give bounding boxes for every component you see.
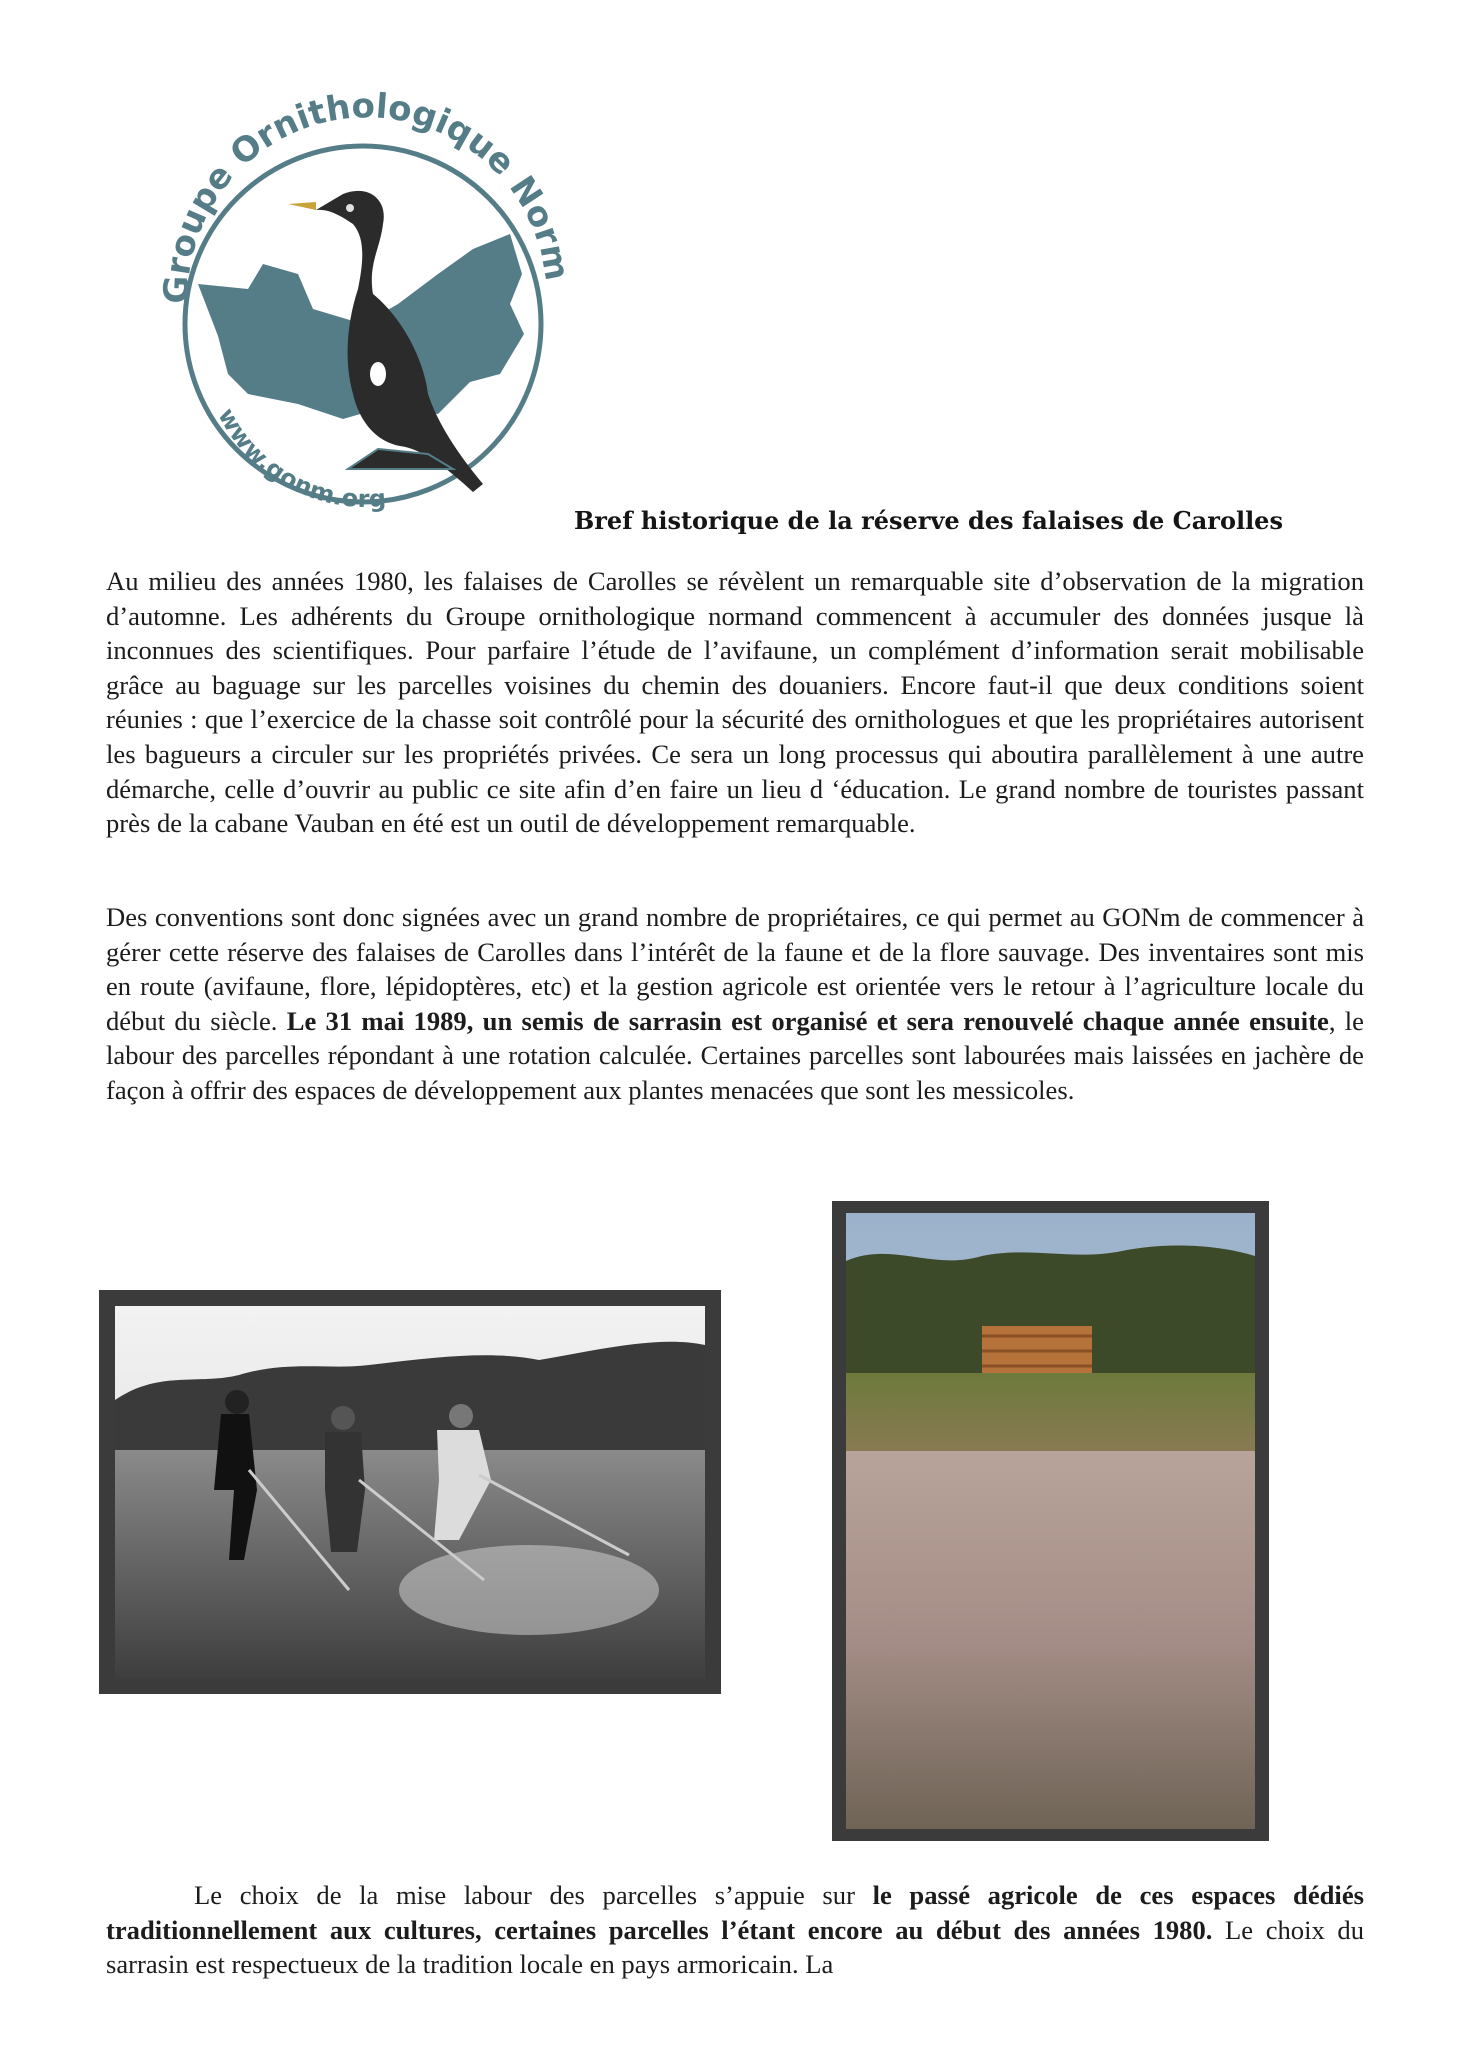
gonm-logo	[138, 74, 578, 514]
paragraph-conventions-start: Des conventions sont donc signées avec un grand nombre de propriétaires, ce qui permet au GONm de commencer à gérer cette réserve des falaises de Carolles dans l’intérêt de la faune et de la flore sauvage. Des inventaires sont mis en route (avifaune, flore, lépidoptères, etc) et la gestion agricole est orientée vers le retour à l’agriculture locale du début du siècle.	[106, 902, 1364, 1036]
logo-website-text: www.gonm.org	[212, 403, 387, 514]
paragraph-labour-start: Le choix de la mise labour des parcelles s’appuie sur	[194, 1880, 873, 1910]
paragraph-intro: Au milieu des années 1980, les falaises de Carolles se révèlent un remarquable site d’observation de la migration d’automne. Les adhérents du Groupe ornithologique normand commencent à accumuler des données jusque là inconnues des scientifiques. Pour parfaire l’étude de l’avifaune, un complément d’information serait mobilisable grâce au baguage sur les parcelles voisines du chemin des douaniers. Encore faut-il que deux conditions soient réunies : que l’exercice de la chasse soit contrôlé pour la sécurité des ornithologues et que les propriétaires autorisent les bagueurs a circuler sur les propriétés privées. Ce sera un long processus qui aboutira parallèlement à une autre démarche, celle d’ouvrir au public ce site afin d’en faire un lieu d ‘éducation. Le grand nombre de touristes passant près de la cabane Vauban en été est un outil de développement remarquable.	[106, 566, 1364, 839]
photo-field-work	[99, 1290, 721, 1694]
svg-text:www.gonm.org	[212, 403, 386, 513]
paragraph-labour-choice	[106, 1878, 1364, 1982]
photo-buckwheat-field	[832, 1201, 1269, 1841]
paragraph-labour-end: Le choix du sarrasin est respectueux de la tradition locale en pays armoricain. La	[106, 1914, 1364, 1980]
paragraph-labour-bold: le passé agricole de ces espaces dédiés traditionnellement aux cultures, certaines parcelles l’étant encore au début des années 1980.	[106, 1880, 1364, 1945]
paragraph-conventions	[106, 900, 1364, 1108]
page-title: Bref historique de la réserve des falaises de Carolles	[574, 506, 1283, 535]
paragraph-conventions-bold: Le 31 mai 1989, un semis de sarrasin est organisé et sera renouvelé chaque année ensuite	[286, 1005, 1329, 1036]
cormorant-logo-icon	[138, 74, 578, 514]
logo-name-text: Groupe Ornithologique Norm	[156, 86, 577, 305]
paragraph-conventions-end: , le labour des parcelles répondant à une rotation calculée. Certaines parcelles sont labourées mais laissées en jachère de façon à offrir des espaces de développement aux plantes menacées que sont les messicoles.	[106, 1005, 1364, 1105]
